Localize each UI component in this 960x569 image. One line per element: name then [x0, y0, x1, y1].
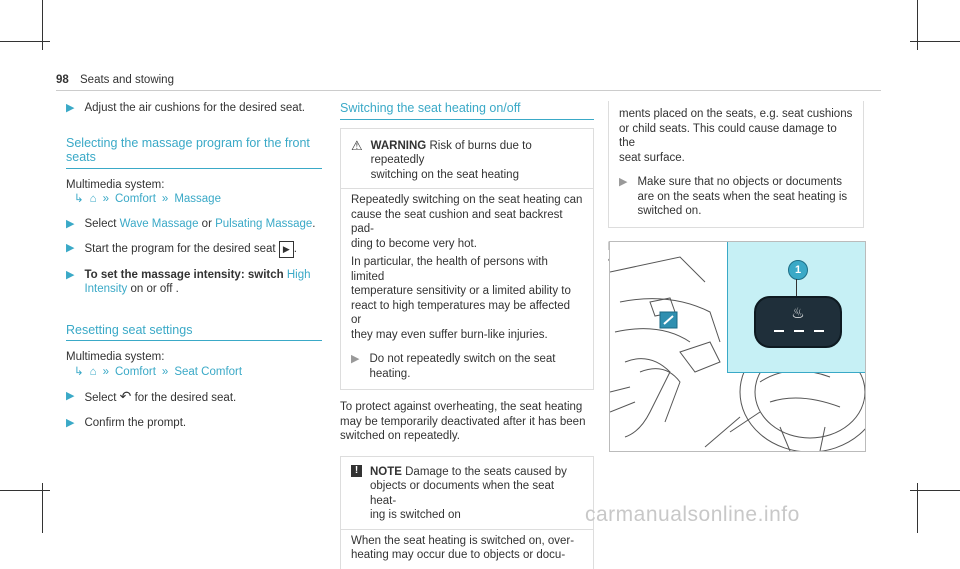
middle-column — [340, 101, 596, 569]
warning-text-1: Risk of burns due to repeatedly — [370, 139, 532, 166]
text-line: cause the seat cushion and seat backrest pad- — [351, 208, 563, 235]
double-chevron-icon: » — [161, 365, 169, 378]
home-icon: ⌂ — [89, 365, 97, 378]
text-line: switched on repeatedly. — [340, 430, 460, 442]
text-line: react to high temperatures may be affected or — [351, 299, 571, 326]
step-text: Confirm the prompt. — [84, 416, 187, 429]
zoom-inset — [727, 242, 865, 373]
step-intensity — [66, 268, 328, 297]
step-arrow-icon: ▶ — [619, 176, 628, 188]
high-intensity-option[interactable]: High — [286, 268, 311, 281]
warning-title — [371, 139, 583, 183]
text-line: may be temporarily deactivated after it has been — [340, 415, 586, 428]
select-rest-text: for the desired seat. — [134, 392, 237, 404]
note-title — [370, 465, 583, 523]
nav-massage[interactable]: Massage — [174, 193, 221, 205]
section-title: Seats and stowing — [80, 74, 174, 86]
step-arrow-icon: ▶ — [351, 353, 360, 365]
intensity-option-rest[interactable]: Intensity — [84, 283, 128, 295]
step-text: Start the program for the desired seat ▶ . — [84, 241, 296, 258]
step-select-program — [66, 217, 328, 232]
return-arrow-icon: ↳ — [74, 365, 84, 378]
nav-seat-comfort[interactable]: Seat Comfort — [174, 365, 243, 378]
double-chevron-icon: » — [102, 193, 109, 205]
text-line: or child seats. This could cause damage to the — [619, 122, 837, 149]
or-label: or — [201, 217, 212, 230]
step-text — [637, 175, 847, 219]
crop-mark — [917, 483, 918, 533]
text-line: Make sure that no objects or documents — [637, 176, 843, 188]
nav-comfort-2[interactable]: Comfort — [115, 365, 156, 378]
on-off-text: on or off . — [130, 283, 179, 295]
warning-bullet — [351, 352, 583, 381]
text-line: In particular, the health of persons with limited — [351, 256, 548, 283]
warning-box — [340, 128, 594, 391]
step-arrow-icon: ▶ — [66, 390, 75, 402]
seat-heating-icon: ♨ — [791, 305, 805, 322]
home-icon: ⌂ — [89, 193, 97, 205]
nav-path-2 — [74, 365, 328, 380]
text-line: ments placed on the seats, e.g. seat cushions — [619, 108, 853, 120]
text-line: heating may occur due to objects or docu- — [351, 549, 566, 561]
text-line: To protect against overheating, the seat heating — [340, 401, 583, 413]
multimedia-label-2: Multimedia system: — [66, 351, 165, 363]
step-text — [84, 268, 310, 297]
heading-seat-heating: Switching the seat heating on/off — [340, 101, 594, 120]
callout-number: 1 — [788, 260, 808, 280]
note-continuation-box — [608, 101, 864, 228]
note-box — [340, 456, 594, 569]
text-line: Do not repeatedly switch on the seat — [369, 353, 556, 365]
note-text-2: objects or documents when the seat heat- — [369, 480, 555, 507]
step-text — [369, 352, 555, 381]
exclamation-icon: ! — [351, 465, 362, 477]
note-bullet — [619, 175, 853, 219]
step-arrow-icon: ▶ — [66, 268, 75, 281]
step-adjust — [66, 101, 328, 116]
door-panel-illustration — [609, 241, 866, 452]
reset-arrow-icon[interactable]: ↶ — [119, 388, 132, 404]
warning-label: WARNING — [370, 139, 427, 152]
wave-massage-option[interactable]: Wave Massage — [119, 217, 199, 230]
step-confirm — [66, 416, 328, 431]
page-header — [56, 74, 174, 86]
double-chevron-icon: » — [161, 193, 169, 205]
note-text-3: ing is switched on — [369, 509, 461, 521]
text-line: are on the seats when the seat heating is — [637, 190, 848, 203]
play-button-icon[interactable]: ▶ — [279, 241, 294, 258]
step-arrow-icon: ▶ — [66, 217, 75, 230]
select-label: Select — [84, 392, 117, 404]
warning-triangle-icon: ⚠ — [351, 137, 363, 153]
period: . — [312, 217, 316, 230]
heading-massage: Selecting the massage program for the front seats — [66, 136, 322, 169]
multimedia-label-1: Multimedia system: — [66, 178, 165, 191]
text-line: switched on. — [637, 205, 702, 217]
step-arrow-icon: ▶ — [66, 242, 75, 254]
step-text — [84, 217, 315, 232]
heading-reset: Resetting seat settings — [66, 323, 322, 342]
start-program-text: Start the program for the desired seat — [84, 243, 276, 255]
step-start-program — [66, 241, 328, 258]
text-line: ding to become very hot. — [351, 237, 477, 250]
text-line: heating. — [369, 367, 411, 380]
seat-heating-button[interactable] — [754, 296, 842, 348]
crop-mark — [42, 0, 43, 50]
double-chevron-icon: » — [102, 365, 109, 378]
text-line: they may even suffer burn-like injuries. — [351, 328, 548, 341]
left-column — [66, 101, 328, 430]
note-text-1: Damage to the seats caused by — [405, 465, 567, 478]
intensity-bold-text: To set the massage intensity: switch — [84, 268, 284, 281]
note-header — [351, 465, 583, 523]
watermark: carmanualsonline.info — [585, 503, 800, 526]
note-label: NOTE — [369, 465, 402, 478]
callout-line — [796, 279, 797, 297]
crop-mark — [42, 483, 43, 533]
warning-text-2: switching on the seat heating — [370, 168, 519, 181]
step-arrow-icon: ▶ — [66, 102, 75, 114]
pulsating-massage-option[interactable]: Pulsating Massage — [215, 217, 313, 230]
text-line: When the seat heating is switched on, over- — [351, 534, 575, 547]
warning-paragraph-2 — [351, 255, 583, 342]
return-arrow-icon: ↳ — [74, 193, 84, 205]
overheating-paragraph — [340, 400, 596, 444]
crop-mark — [917, 0, 918, 50]
text-line: temperature sensitivity or a limited ability to — [351, 285, 571, 297]
nav-comfort[interactable]: Comfort — [115, 193, 156, 205]
step-select-reset — [66, 389, 328, 406]
page-number: 98 — [56, 74, 69, 86]
step-text: Adjust the air cushions for the desired seat. — [84, 102, 306, 114]
nav-path-1 — [74, 192, 328, 207]
header-rule — [56, 90, 881, 91]
select-label: Select — [84, 217, 117, 230]
step-text — [84, 389, 236, 406]
text-line: Repeatedly switching on the seat heating can — [351, 194, 583, 206]
warning-paragraph-1 — [351, 193, 583, 251]
text-line: seat surface. — [619, 151, 685, 164]
warning-header — [351, 139, 583, 183]
step-arrow-icon: ▶ — [66, 416, 75, 429]
heating-level-indicator — [774, 330, 824, 332]
